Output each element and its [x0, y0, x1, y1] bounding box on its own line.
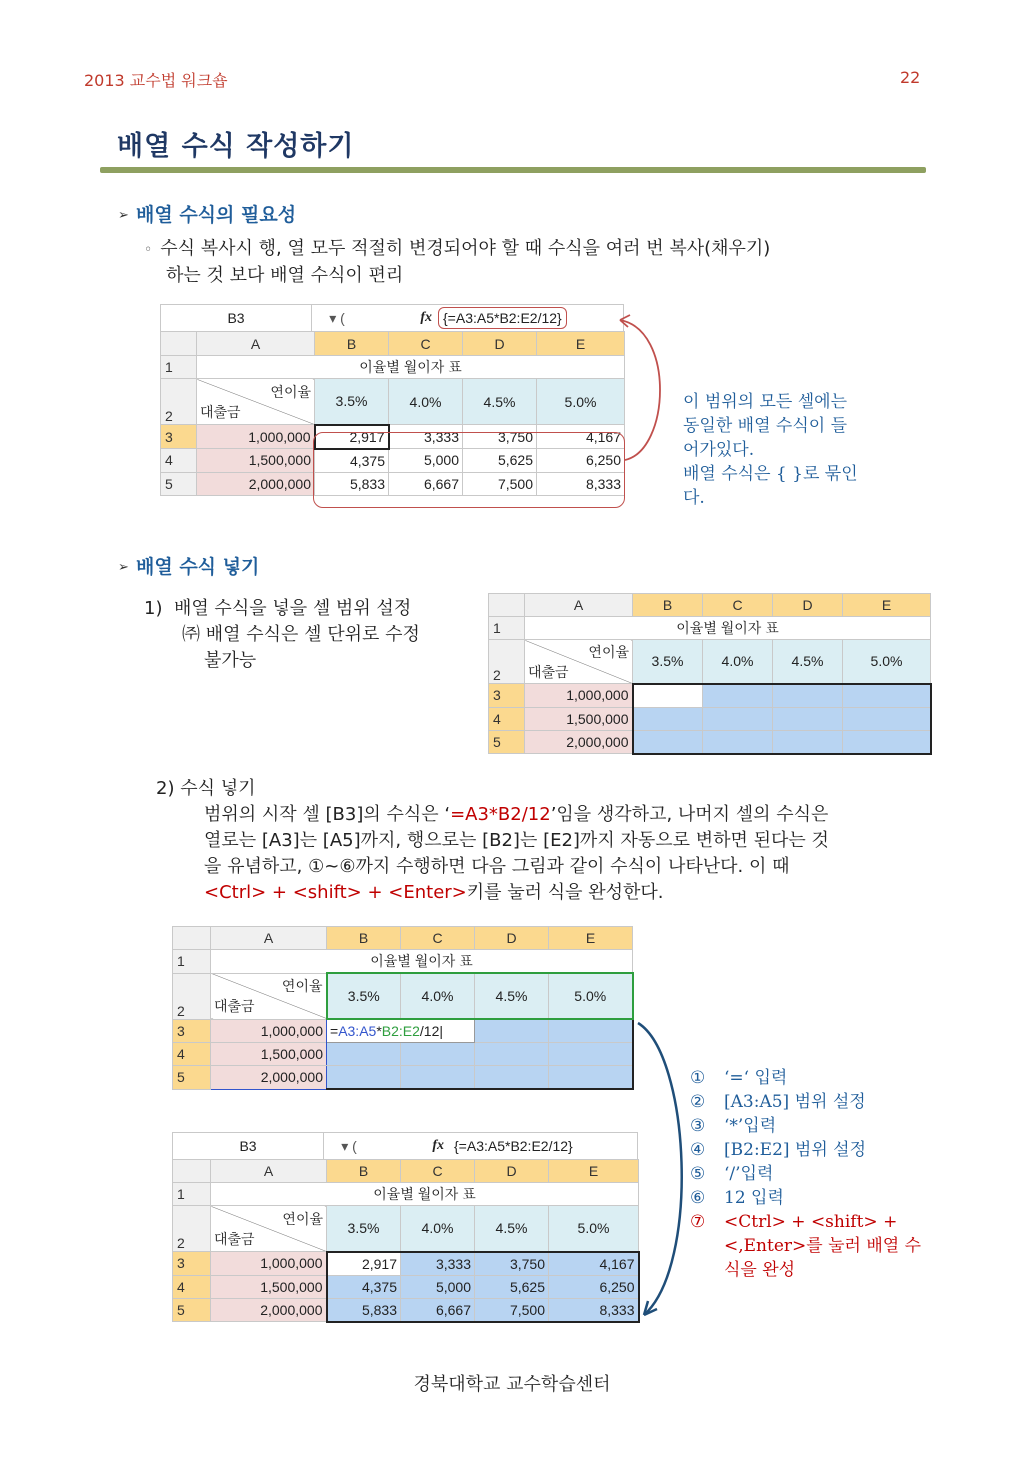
list-item: [690, 1090, 970, 1114]
amount-cell: 1,000,000: [211, 1252, 327, 1276]
page-title: 배열 수식 작성하기: [117, 131, 355, 162]
value-cell[interactable]: 5,000: [389, 449, 463, 473]
value-cell[interactable]: 4,375: [315, 449, 389, 473]
excel-table-result: [172, 1132, 638, 1323]
note-line: 배열 수식은 { }로 묶인: [683, 464, 858, 484]
diag-bottom: 대출금: [214, 998, 255, 1014]
selected-cell[interactable]: [703, 730, 773, 754]
selected-cell[interactable]: [843, 684, 931, 708]
value-cell[interactable]: 4,375: [327, 1275, 401, 1298]
col-header: C: [703, 594, 773, 617]
row-header: 3: [161, 425, 197, 449]
step-number: ④: [690, 1140, 706, 1160]
step1-note: ㈜ 배열 수식은 셀 단위로 수정: [182, 624, 420, 645]
diag-top: 연이율: [588, 643, 629, 660]
arrow-icon: ➢: [118, 208, 129, 223]
selected-cell[interactable]: [327, 1043, 401, 1066]
row-header: 4: [173, 1275, 211, 1298]
step2-formula: =A3*B2/12: [450, 804, 551, 825]
selected-cell[interactable]: [475, 1066, 549, 1090]
formula-edit-cell[interactable]: =A3:A5*B2:E2/12|: [327, 1019, 475, 1043]
list-item: [690, 1162, 970, 1186]
selected-cell[interactable]: [703, 684, 773, 708]
amount-cell: 1,000,000: [525, 684, 633, 708]
table-title-cell: 이율별 월이자 표: [525, 617, 931, 640]
dropdown-icon[interactable]: ▾ (: [329, 309, 345, 326]
col-header: E: [843, 594, 931, 617]
grid-corner: [173, 927, 211, 950]
col-header: D: [773, 594, 843, 617]
step2-p1b: ’임을 생각하고, 나머지 셀의 수식은: [550, 804, 829, 825]
value-cell[interactable]: 6,667: [389, 472, 463, 495]
section1-line2: 하는 것 보다 배열 수식이 편리: [166, 265, 404, 286]
selected-cell[interactable]: [773, 684, 843, 708]
section-heading-necessity: [118, 200, 296, 227]
value-cell[interactable]: 3,333: [389, 425, 463, 449]
formula-text[interactable]: {=A3:A5*B2:E2/12}: [438, 307, 567, 329]
step2-p4b: 키를 눌러 식을 완성한다.: [466, 882, 664, 903]
step2-p1a: 범위의 시작 셀 [B3]의 수식은 ‘: [204, 804, 451, 825]
step-number: ⑤: [690, 1164, 706, 1184]
active-cell[interactable]: [633, 684, 703, 708]
step-text: <Ctrl> + <shift> +: [724, 1212, 898, 1232]
diag-bottom: 대출금: [214, 1230, 255, 1247]
row-header: 4: [161, 449, 197, 473]
amount-cell: 2,000,000: [197, 472, 315, 495]
row-header: 4: [489, 707, 525, 730]
diag-top: 연이율: [270, 383, 311, 400]
diag-bottom: 대출금: [528, 663, 569, 680]
note-line: 다.: [683, 488, 705, 508]
col-header: E: [537, 332, 625, 356]
rate-cell: 5.0%: [549, 973, 633, 1019]
col-header: D: [475, 1160, 549, 1183]
section1-line1: 수식 복사시 행, 열 모두 적절히 변경되어야 할 때 수식을 여러 번 복사(채우기): [160, 238, 771, 259]
value-cell[interactable]: 3,333: [401, 1252, 475, 1276]
selected-cell[interactable]: [843, 730, 931, 754]
col-header: B: [327, 1160, 401, 1183]
section1-paragraph: [144, 236, 770, 289]
diagonal-header-cell: [525, 640, 633, 684]
grid-corner: [173, 1160, 211, 1183]
amount-cell: 1,500,000: [211, 1275, 327, 1298]
selected-cell[interactable]: [327, 1066, 401, 1090]
page-number: 22: [900, 68, 921, 87]
rate-cell: 5.0%: [843, 640, 931, 684]
step2-p2: 열로는 [A3]는 [A5]까지, 행으로는 [B2]는 [E2]까지 자동으로 변하면 된다는 것: [204, 830, 829, 851]
value-cell[interactable]: 2,917: [327, 1252, 401, 1276]
step2-p3: 을 유념하고, ①~⑥까지 수행하면 다음 그림과 같이 수식이 나타난다. 이 때: [204, 856, 790, 877]
value-cell[interactable]: 7,500: [463, 472, 537, 495]
rate-cell: 3.5%: [315, 379, 389, 425]
row-header: 3: [173, 1019, 211, 1043]
step-number: ③: [690, 1116, 706, 1136]
section-heading-insert: [118, 552, 259, 579]
selected-cell[interactable]: [401, 1043, 475, 1066]
diagonal-header-cell: [211, 973, 327, 1019]
step-text: ‘/’입력: [724, 1164, 774, 1184]
rate-cell: 5.0%: [537, 379, 625, 425]
step2-label: 2) 수식 넣기: [156, 778, 256, 799]
rate-cell: 4.0%: [401, 973, 475, 1019]
value-cell[interactable]: 4,167: [537, 425, 625, 449]
amount-cell: 1,500,000: [211, 1043, 327, 1066]
selected-cell[interactable]: [475, 1019, 549, 1043]
amount-cell: 1,500,000: [197, 449, 315, 473]
selected-cell[interactable]: [773, 707, 843, 730]
bullet-icon: ◦: [144, 242, 153, 258]
step-text: ‘=‘ 입력: [724, 1068, 788, 1088]
rate-cell: 5.0%: [549, 1206, 639, 1252]
spreadsheet-grid: [488, 593, 932, 755]
selected-cell[interactable]: [549, 1043, 633, 1066]
table-title-cell: 이율별 월이자 표: [211, 1183, 639, 1206]
col-header: A: [197, 332, 315, 356]
title-rule: [100, 167, 926, 173]
step-number: ①: [690, 1068, 706, 1088]
formula-part: *: [376, 1023, 382, 1039]
value-cell[interactable]: 6,250: [537, 449, 625, 473]
value-cell[interactable]: 7,500: [475, 1298, 549, 1322]
rate-cell: 4.0%: [401, 1206, 475, 1252]
value-cell[interactable]: 3,750: [463, 425, 537, 449]
formula-part: /12: [419, 1023, 440, 1039]
row-header: 2: [173, 973, 211, 1019]
diagonal-header-cell: [197, 379, 315, 425]
range-highlight: [313, 432, 625, 508]
col-header: C: [401, 927, 475, 950]
value-cell[interactable]: 6,250: [549, 1275, 639, 1298]
step-number: ⑥: [690, 1188, 706, 1208]
section-heading-text: 배열 수식의 필요성: [136, 204, 297, 226]
amount-cell: 1,500,000: [525, 707, 633, 730]
col-header: A: [211, 1160, 327, 1183]
col-header: B: [315, 332, 389, 356]
col-header: E: [549, 927, 633, 950]
col-header: E: [549, 1160, 639, 1183]
value-cell[interactable]: 5,000: [401, 1275, 475, 1298]
name-box[interactable]: B3: [173, 1133, 324, 1159]
col-header: C: [389, 332, 463, 356]
rate-cell: 4.5%: [463, 379, 537, 425]
value-cell[interactable]: 5,833: [315, 472, 389, 495]
excel-table-selection: [488, 593, 930, 755]
selected-cell[interactable]: [773, 730, 843, 754]
list-item: [690, 1138, 970, 1162]
amount-cell: 2,000,000: [525, 730, 633, 754]
fx-icon[interactable]: fx: [432, 1138, 444, 1153]
note-line: 어가있다.: [683, 440, 755, 460]
list-item: [690, 1066, 970, 1090]
note-line: 동일한 배열 수식이 들: [683, 416, 848, 436]
formula-part: B2:E2: [381, 1023, 420, 1039]
spreadsheet-grid: [172, 926, 634, 1090]
selected-cell[interactable]: [633, 730, 703, 754]
amount-cell: 2,000,000: [211, 1298, 327, 1322]
curve-arrow: [600, 310, 670, 470]
step1-text: [144, 596, 420, 674]
row-header: 3: [173, 1252, 211, 1276]
selected-cell[interactable]: [475, 1043, 549, 1066]
diag-top: 연이율: [282, 1210, 323, 1227]
workshop-header: 2013 교수법 워크숍: [84, 71, 228, 90]
step2-text: [156, 776, 946, 906]
rate-cell: 4.5%: [475, 973, 549, 1019]
amount-cell: 2,000,000: [211, 1066, 327, 1090]
excel-table-editing: [172, 926, 632, 1090]
col-header: D: [463, 332, 537, 356]
list-item: [690, 1210, 970, 1282]
transition-arrow-icon: [630, 1015, 690, 1325]
rate-cell: 4.5%: [475, 1206, 549, 1252]
value-cell[interactable]: 2,917: [315, 425, 389, 449]
step-text: 12 입력: [724, 1188, 784, 1208]
diag-top: 연이율: [281, 978, 323, 994]
list-item: [690, 1186, 970, 1210]
value-cell[interactable]: 5,625: [475, 1275, 549, 1298]
formula-bar: [160, 304, 624, 331]
row-header: 3: [489, 684, 525, 708]
step1-label: 1): [144, 598, 163, 619]
step-text: <,Enter>를 눌러 배열 수: [724, 1236, 922, 1256]
step-text: ‘*’입력: [724, 1116, 777, 1136]
step2-keys: <Ctrl> + <shift> + <Enter>: [204, 882, 467, 903]
selected-cell[interactable]: [549, 1066, 633, 1090]
rate-cell: 3.5%: [633, 640, 703, 684]
diagonal-header-cell: [211, 1206, 327, 1252]
value-cell[interactable]: 5,625: [463, 449, 537, 473]
step1-note2: 불가능: [204, 650, 257, 671]
list-item: [690, 1114, 970, 1138]
row-header: 4: [173, 1043, 211, 1066]
value-cell[interactable]: 6,667: [401, 1298, 475, 1322]
value-cell[interactable]: 8,333: [549, 1298, 639, 1322]
formula-text[interactable]: {=A3:A5*B2:E2/12}: [454, 1138, 573, 1154]
value-cell[interactable]: 8,333: [537, 472, 625, 495]
selected-cell[interactable]: [843, 707, 931, 730]
step-text: [A3:A5] 범위 설정: [724, 1092, 866, 1112]
formula-bar: [172, 1132, 638, 1159]
diag-bottom: 대출금: [200, 403, 241, 420]
grid-corner: [161, 332, 197, 356]
section-heading-text: 배열 수식 넣기: [136, 556, 260, 578]
fx-icon[interactable]: fx: [420, 310, 432, 325]
rate-cell: 4.0%: [703, 640, 773, 684]
steps-list: [690, 1066, 970, 1282]
row-header: 1: [173, 950, 211, 974]
table-title-cell: 이율별 월이자 표: [197, 356, 625, 379]
formula-part: =: [330, 1023, 339, 1039]
formula-part: A3:A5: [338, 1023, 377, 1039]
step-number: ②: [690, 1092, 706, 1112]
selected-cell[interactable]: [703, 707, 773, 730]
table-title-cell: 이율별 월이자 표: [211, 950, 633, 974]
row-header: 5: [173, 1298, 211, 1322]
row-header: 1: [489, 617, 525, 640]
row-header: 5: [489, 730, 525, 754]
row-header: 2: [173, 1206, 211, 1252]
footer: 경북대학교 교수학습센터: [413, 1374, 611, 1395]
value-cell[interactable]: 3,750: [475, 1252, 549, 1276]
col-header: B: [327, 927, 401, 950]
col-header: A: [211, 927, 327, 950]
grid-corner: [489, 594, 525, 617]
col-header: C: [401, 1160, 475, 1183]
dropdown-icon[interactable]: ▾ (: [341, 1137, 357, 1154]
value-cell[interactable]: 4,167: [549, 1252, 639, 1276]
step-text: [B2:E2] 범위 설정: [724, 1140, 867, 1160]
row-header: 5: [161, 472, 197, 495]
spreadsheet-grid: [172, 1159, 640, 1323]
selected-cell[interactable]: [401, 1066, 475, 1090]
selected-cell[interactable]: [633, 707, 703, 730]
name-box[interactable]: B3: [161, 305, 312, 331]
row-header: 1: [161, 356, 197, 379]
note-line: 이 범위의 모든 셀에는: [683, 392, 848, 412]
amount-cell: 1,000,000: [211, 1019, 327, 1043]
step-number: ⑦: [690, 1212, 706, 1232]
array-note: [683, 390, 923, 510]
rate-cell: 4.5%: [773, 640, 843, 684]
value-cell[interactable]: 5,833: [327, 1298, 401, 1322]
arrow-icon: ➢: [118, 560, 129, 575]
row-header: 2: [161, 379, 197, 425]
rate-cell: 4.0%: [389, 379, 463, 425]
row-header: 5: [173, 1066, 211, 1090]
rate-cell: 3.5%: [327, 973, 401, 1019]
step-text: 식을 완성: [724, 1260, 796, 1280]
step1-main: 배열 수식을 넣을 셀 범위 설정: [173, 598, 412, 619]
rate-cell: 3.5%: [327, 1206, 401, 1252]
selected-cell[interactable]: [549, 1019, 633, 1043]
row-header: 1: [173, 1183, 211, 1206]
col-header: A: [525, 594, 633, 617]
col-header: B: [633, 594, 703, 617]
col-header: D: [475, 927, 549, 950]
row-header: 2: [489, 640, 525, 684]
amount-cell: 1,000,000: [197, 425, 315, 449]
